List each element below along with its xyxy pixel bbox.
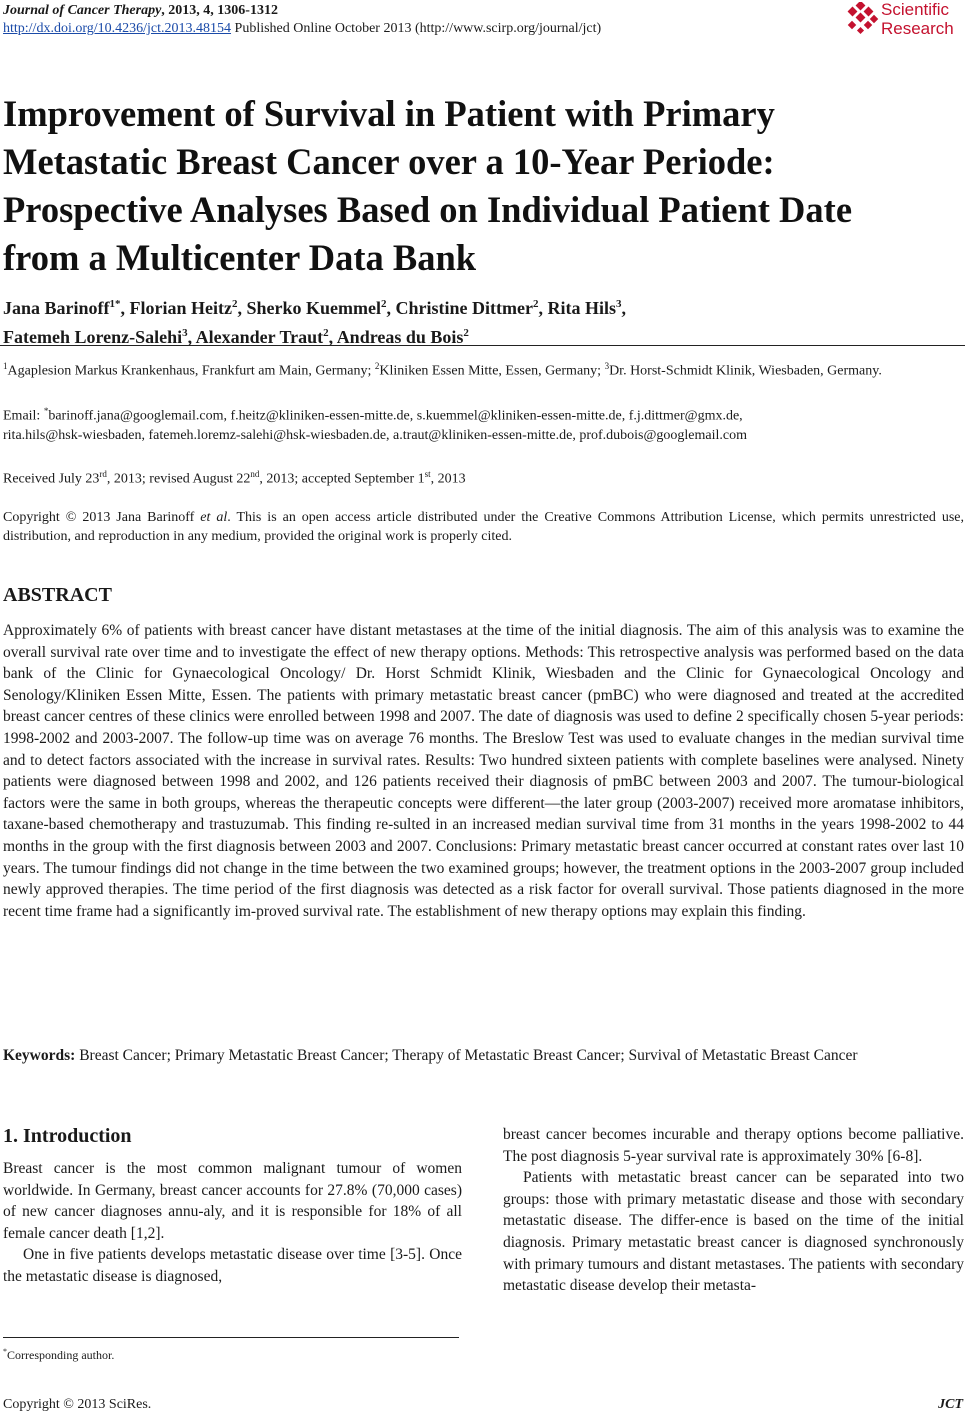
affiliation-2: Kliniken Essen Mitte, Essen, Germany; [379, 363, 605, 379]
published-note: Published Online October 2013 (http://www.scirp.org/journal/jct) [231, 21, 602, 36]
author-affil-sup: 2 [323, 327, 329, 339]
email-line-1 [3, 402, 964, 426]
affil-sup: 2 [374, 361, 380, 371]
footnote-text: Corresponding author. [7, 1348, 115, 1362]
affiliation-1: Agaplesion Markus Krankenhaus, Frankfurt am Main, Germany; [7, 363, 375, 379]
email-addresses-1: barinoff.jana@googlemail.com, f.heitz@kliniken-essen-mitte.de, s.kuemmel@kliniken-essen-mitte.de, f.j.dittmer@gmx.de, [48, 408, 743, 424]
author-name: Andreas du Bois [336, 327, 464, 347]
article-title [3, 90, 963, 282]
email-label: Email: [3, 408, 44, 424]
author-line-1: Jana Barinoff$^{1*}$, Florian Heitz$^2$, Sherko Kuemmel$^2$, Christine Dittmer$^2$, Rita Hils$^3$, [3, 298, 626, 318]
title-line: from a Multicenter Data Bank [3, 237, 477, 278]
author-line-2: Fatemeh Lorenz-Salehi$^3$, Alexander Traut$^2$, Andreas du Bois$^2$ [3, 327, 469, 347]
title-line: Prospective Analyses Based on Individual Patient Date [3, 189, 853, 230]
author-name: Christine Dittmer [395, 298, 533, 318]
email-block [3, 402, 964, 445]
author-name: Jana Barinoff [3, 298, 110, 318]
intro-paragraph-3: breast cancer becomes incurable and therapy options become palliative. The post diagnosis 5-year survival rate is approximately 30% [6-8]. [503, 1126, 964, 1165]
abstract-text: Approximately 6% of patients with breast cancer have distant metastases at the time of the initial diagnosis. The aim of this analysis was to examine the overall survival rate over time and to investigate the effect of new therapy options. Methods: This retrospective analysis was performed based on the data bank of the Clinic for Gynaecological Oncology/ Dr. Horst Schmidt Klinik, Wiesbaden and the Clinic for Gynaecological Oncology and Senology/Kliniken Essen Mitte, Essen. The patients with primary metastatic breast cancer (pmBC) who were diagnosed and treated at the accredited breast cancer centres of these clinics were enrolled between 1998 and 2007. The date of diagnosis was used to define 2 specifically chosen 5-year periods: 1998-2002 and 2003-2007. The follow-up time was on average 76 months. The Breslow Test was used to evaluate changes in the median survival time and to detect factors associated with the increase in survival rates. Results: Two hundred sixteen patients with complete baselines were analysed. Ninety patients were diagnosed between 1998 and 2002, and 126 patients received their diagnosis of pmBC between 2003 and 2007. The tumour-biological factors were the same in both groups, whereas the therapeutic concepts were different—the later group (2003-2007) received more aromatase inhibitors, taxane-based chemotherapy and trastuzumab. This finding re-sulted in an increased median survival time from 31 months in the years 1998-2002 to 44 months in the group with the first diagnosis between 2003 and 2007. Conclusions: Primary metastatic breast cancer occurred at constant rates over last 10 years. The tumour findings did not change in the time between the two examined groups; however, the treatment options in the 2003-2007 group included newly approved therapies. The time period of the first diagnosis was detected as a risk factor for overall survival. Those patients diagnosed in the more recent time frame had a significantly im-proved survival rate. The establishment of new therapy options may explain this finding. [3, 622, 964, 920]
keywords-label: Keywords: [3, 1047, 80, 1064]
received-text: Received July 23 [3, 471, 100, 487]
footnote-star: * [3, 1347, 7, 1356]
publisher-logo-text [881, 0, 954, 38]
intro-paragraph-4: Patients with metastatic breast cancer can be separated into two groups: those with primary metastatic disease and those with secondary metastatic disease. The differ-ence is based on the time of the initial diagnosis. Primary metastatic breast cancer is diagnosed synchronously with primary tumours and distant metastases. The patients with secondary metastatic disease develop their metasta- [503, 1169, 964, 1295]
copyright-text-1: Copyright © 2013 Jana Barinoff [3, 510, 201, 525]
page-header [3, 2, 963, 38]
intro-paragraph-2: One in five patients develops metastatic disease over time [3-5]. Once the metastatic disease is diagnosed, [3, 1246, 462, 1285]
author-affil-sup: 2 [232, 298, 238, 310]
author-divider [0, 345, 965, 346]
title-line: Metastatic Breast Cancer over a 10-Year Periode: [3, 141, 775, 182]
doi-line [3, 20, 963, 38]
email-addresses-2: rita.hils@hsk-wiesbaden, fatemeh.loremz-salehi@hsk-wiesbaden.de, a.traut@kliniken-essen-mitte.de, prof.dubois@googlemail.com [3, 427, 747, 443]
intro-paragraph-1: Breast cancer is the most common malignant tumour of women worldwide. In Germany, breast cancer accounts for 27.8% (70,000 cases) of new cancer diagnoses annu-aly, and it is responsible for 18% of all female cancer death [1,2]. [3, 1160, 462, 1242]
abstract-heading: ABSTRACT [3, 584, 112, 606]
ordinal-sup: nd [250, 469, 260, 479]
affiliation-3: Dr. Horst-Schmidt Klinik, Wiesbaden, Germany. [609, 363, 882, 379]
footnote-divider [3, 1337, 459, 1338]
publisher-logo [845, 0, 963, 44]
accepted-year: , 2013 [430, 471, 466, 487]
keywords-text: Breast Cancer; Primary Metastatic Breast Cancer; Therapy of Metastatic Breast Cancer; Survival of Metastatic Breast Cancer [79, 1047, 858, 1064]
logo-line-1: Scientific [881, 0, 950, 19]
journal-citation [3, 2, 963, 20]
author-affil-sup: 2 [463, 327, 469, 339]
footer-copyright: Copyright © 2013 SciRes. [3, 1397, 152, 1412]
email-star: * [43, 406, 49, 416]
author-list [3, 292, 963, 350]
author-name: Rita Hils [547, 298, 616, 318]
doi-link[interactable]: http://dx.doi.org/10.4236/jct.2013.48154 [3, 21, 232, 36]
page-footer [3, 1396, 963, 1414]
left-column [3, 1124, 462, 1288]
section-heading-introduction: 1. Introduction [3, 1125, 132, 1147]
footer-journal-abbr: JCT [938, 1397, 963, 1412]
affiliations [3, 357, 964, 381]
author-affil-sup: 3 [615, 298, 622, 310]
copyright-notice [3, 508, 964, 546]
journal-volume: , 2013, 4, 1306-1312 [161, 3, 278, 18]
accepted-text: , 2013; accepted September 1 [259, 471, 425, 487]
keywords [3, 1045, 964, 1067]
affil-sup: 3 [604, 361, 610, 371]
affil-sup: 1 [3, 361, 8, 371]
author-name: Florian Heitz [129, 298, 232, 318]
footnote [3, 1344, 114, 1363]
author-affil-sup: 3 [182, 327, 188, 339]
author-affil-sup: 2 [532, 298, 539, 310]
logo-line-2: Research [881, 19, 954, 38]
ordinal-sup: rd [99, 469, 107, 479]
received-dates [3, 465, 964, 489]
journal-name: Journal of Cancer Therapy [3, 3, 162, 18]
author-name: Alexander Traut [195, 327, 324, 347]
copyright-etal: et al [200, 510, 228, 525]
revised-text: , 2013; revised August 22 [106, 471, 251, 487]
author-affil-sup: 1* [109, 298, 121, 310]
right-column [503, 1124, 964, 1297]
title-line: Improvement of Survival in Patient with Primary [3, 93, 775, 134]
author-affil-sup: 2 [381, 298, 387, 310]
ordinal-sup: st [424, 469, 431, 479]
copyright-text-2: . This is an open access article distributed under the Creative Commons Attribution License, which permits unrestricted use, distribution, and reproduction in any medium, provided the original work is properly cited. [3, 510, 964, 544]
author-name: Fatemeh Lorenz-Salehi [3, 327, 183, 347]
author-name: Sherko Kuemmel [246, 298, 381, 318]
scientific-research-logo-icon [845, 2, 879, 38]
